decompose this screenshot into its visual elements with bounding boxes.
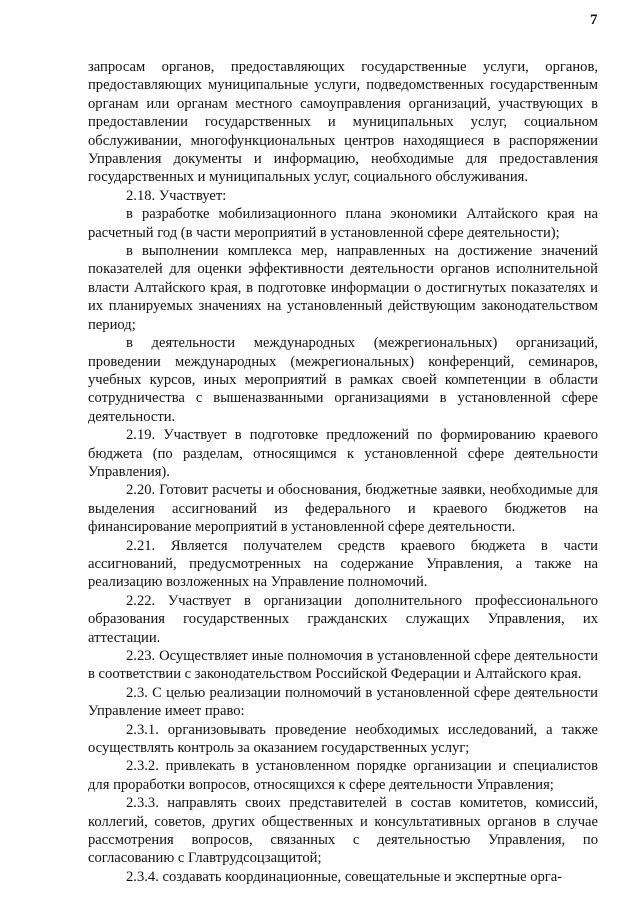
paragraph-2-3-4: 2.3.4. создавать координационные, совещательные и экспертные орга- bbox=[126, 868, 563, 885]
paragraph-2-18-heading: 2.18. Участвует: bbox=[126, 187, 227, 204]
paragraph-2-18-international-activity: в деятельности международных (межрегиональных) организаций, проведении международных (межрегиональных) конференций, семинаров, учебных курсов, иных мероприятий в рамках своей компетенции в области сотрудничества с вышеназванными организациями в установленной сфере деятельности. bbox=[88, 335, 598, 425]
paragraph-2-18-efficiency-measures: в выполнении комплекса мер, направленных на достижение значений показателей для оценки эффективности деятельности органов исполнительной власти Алтайского края, в подготовке информации о достигнутых показателях и их планируемых значениях на установленный действующим законодательством период; bbox=[88, 243, 598, 333]
paragraph-2-22: 2.22. Участвует в организации дополнительного профессионального образования государственных гражданских служащих Управления, их аттестации. bbox=[88, 592, 598, 646]
paragraph-2-21: 2.21. Является получателем средств краевого бюджета в части ассигнований, предусмотренных на содержание Управления, а также на реализацию возложенных на Управление полномочий. bbox=[88, 537, 598, 591]
document-body bbox=[88, 58, 598, 886]
paragraph-2-19: 2.19. Участвует в подготовке предложений по формированию краевого бюджета (по разделам, относящимся к установленной сфере деятельности Управления). bbox=[88, 427, 598, 480]
paragraph-2-18-mobilization-plan: в разработке мобилизационного плана экономики Алтайского края на расчетный год (в части мероприятий в установленной сфере деятельности); bbox=[88, 206, 598, 241]
paragraph-2-3-2: 2.3.2. привлекать в установленном порядке организации и специалистов для проработки вопросов, относящихся к сфере деятельности Управления; bbox=[88, 758, 598, 793]
paragraph-continuation: запросам органов, предоставляющих государственные услуги, органов, предоставляющих муниципальные услуги, подведомственных государственным органам или органам местного самоуправления организаций, участвующих в предоставлении государственных и муниципальных услуг, социальном обслуживании, многофункциональных центров находящиеся в распоряжении Управления документы и информацию, необходимые для предоставления государственных и муниципальных услуг, социального обслуживания. bbox=[88, 59, 598, 186]
page-number: 7 bbox=[590, 12, 598, 28]
paragraph-2-3-3: 2.3.3. направлять своих представителей в состав комитетов, комиссий, коллегий, советов, других общественных и консультативных органов в случае рассмотрения вопросов, связанных с деятельностью Управления, по согласованию с Главтрудсоцзащитой; bbox=[88, 795, 598, 867]
paragraph-2-3: 2.3. С целью реализации полномочий в установленной сфере деятельности Управление имеет право: bbox=[88, 684, 598, 720]
paragraph-2-20: 2.20. Готовит расчеты и обоснования, бюджетные заявки, необходимые для выделения ассигнований из федерального и краевого бюджетов на финансирование мероприятий в установленной сфере деятельности. bbox=[88, 482, 598, 536]
paragraph-2-3-1: 2.3.1. организовывать проведение необходимых исследований, а также осуществлять контроль за оказанием государственных услуг; bbox=[88, 721, 598, 757]
paragraph-2-23: 2.23. Осуществляет иные полномочия в установленной сфере деятельности в соответствии с законодательством Российской Федерации и Алтайского края. bbox=[88, 648, 598, 683]
